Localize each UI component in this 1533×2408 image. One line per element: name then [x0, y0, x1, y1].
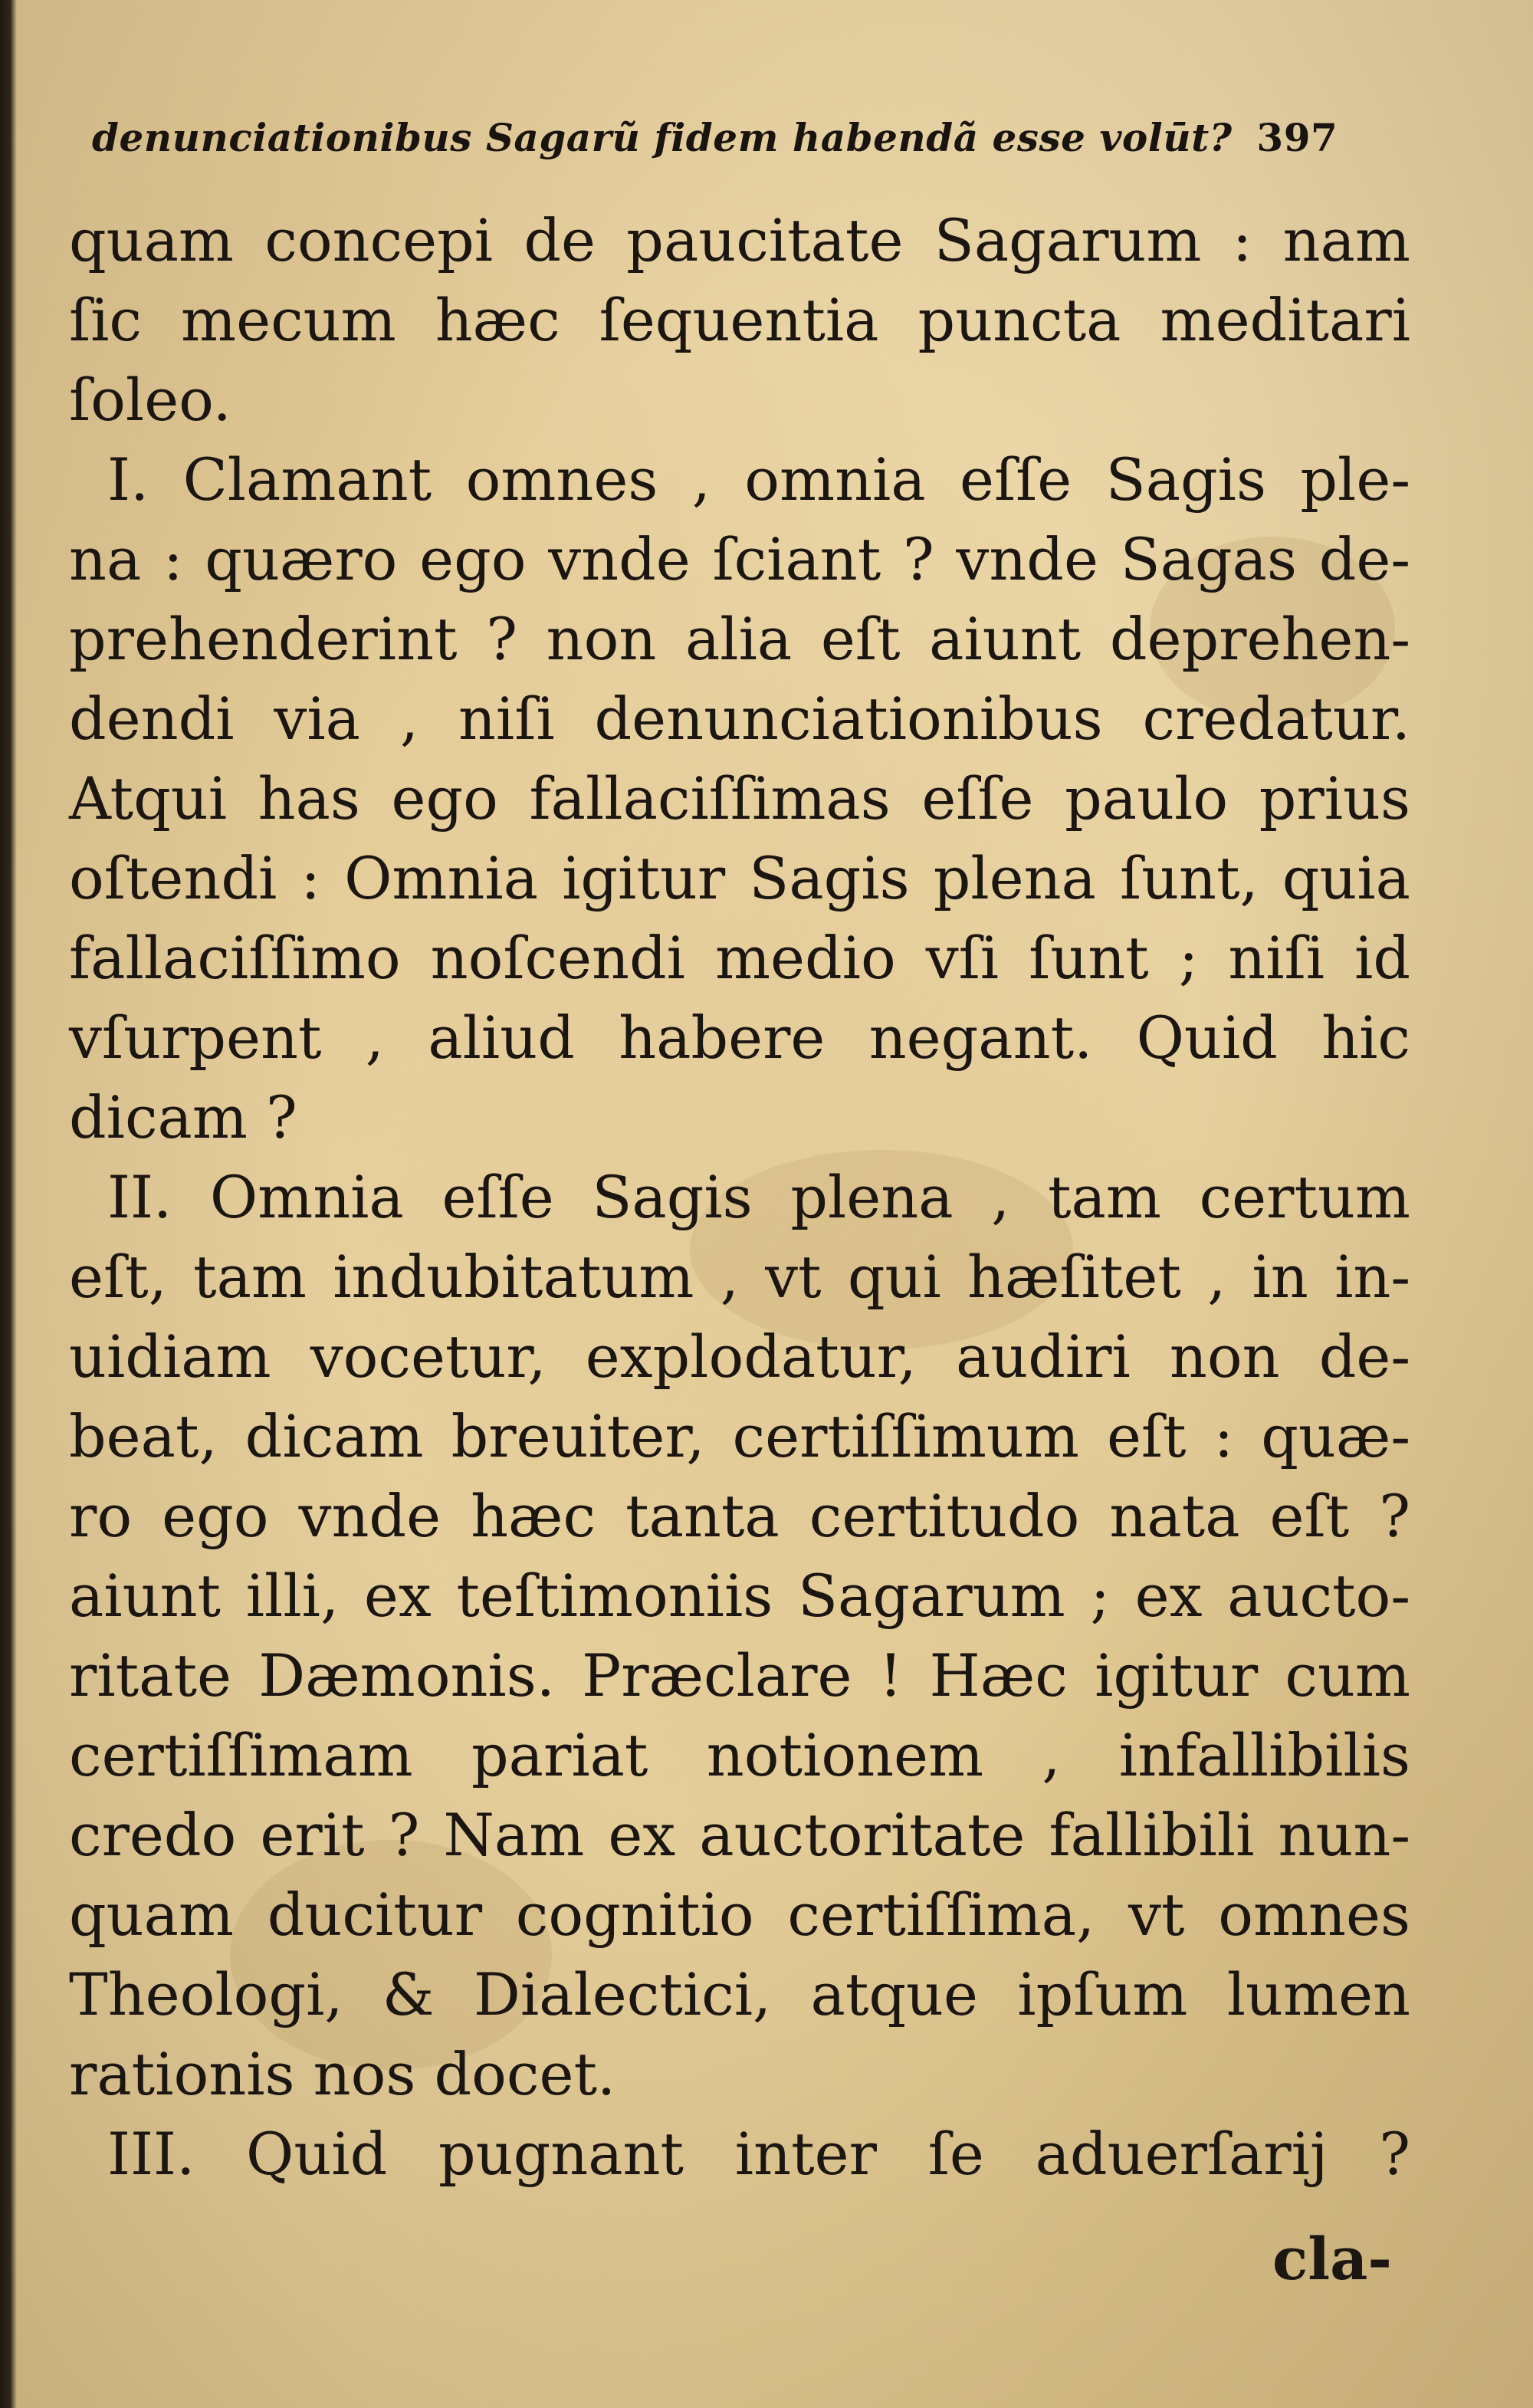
text-line: fallaciſſimo noſcendi medio vſi ſunt ; niſi id	[69, 924, 1410, 992]
running-head-title: denunciationibus Sagarũ fidem habendã esse volūt?	[92, 115, 1233, 160]
text-line: quam concepi de paucitate Sagarum : nam	[69, 206, 1410, 274]
text-line: II. Omnia eſſe Sagis plena , tam certum	[107, 1163, 1410, 1231]
text-line: prehenderint ? non alia eſt aiunt deprehen-	[69, 605, 1410, 673]
text-line: Theologi, & Dialectici, atque ipſum lumen	[69, 1960, 1410, 2029]
binding-gutter	[0, 0, 17, 2408]
running-head	[92, 115, 1380, 160]
text-line: dendi via , niſi denunciationibus credatur.	[69, 685, 1410, 753]
text-line: uidiam vocetur, explodatur, audiri non de-	[69, 1322, 1410, 1391]
text-line: rationis nos docet.	[69, 2040, 616, 2108]
text-line: vſurpent , aliud habere negant. Quid hic	[69, 1004, 1410, 1072]
text-line: ſic mecum hæc ſequentia puncta meditari	[69, 286, 1410, 354]
text-line: oſtendi : Omnia igitur Sagis plena ſunt, quia	[69, 844, 1410, 912]
text-line: quam ducitur cognitio certiſſima, vt omnes	[69, 1881, 1410, 1949]
text-line: ſoleo.	[69, 366, 231, 434]
text-line: beat, dicam breuiter, certiſſimum eſt : quæ-	[69, 1402, 1410, 1470]
text-line: I. Clamant omnes , omnia eſſe Sagis ple-	[107, 445, 1410, 514]
text-line: Atqui has ego fallaciſſimas eſſe paulo prius	[69, 764, 1410, 833]
text-line: certiſſimam pariat notionem , infallibilis	[69, 1721, 1410, 1789]
page-number: 397	[1256, 115, 1338, 160]
text-line: ritate Dæmonis. Præclare ! Hæc igitur cum	[69, 1641, 1410, 1710]
text-line: na : quæro ego vnde ſciant ? vnde Sagas de-	[69, 525, 1410, 593]
text-line: dicam ?	[69, 1083, 297, 1151]
body-text	[69, 201, 1410, 2194]
text-line: eſt, tam indubitatum , vt qui hæſitet , in in-	[69, 1243, 1410, 1311]
text-line: credo erit ? Nam ex auctoritate fallibili nun-	[69, 1801, 1410, 1869]
text-line: III. Quid pugnant inter ſe aduerſarij ?	[107, 2120, 1410, 2188]
text-line: aiunt illi, ex teſtimoniis Sagarum ; ex aucto-	[69, 1562, 1410, 1630]
text-line: ro ego vnde hæc tanta certitudo nata eſt ?	[69, 1482, 1410, 1550]
catchword: cla-	[1272, 2225, 1392, 2293]
